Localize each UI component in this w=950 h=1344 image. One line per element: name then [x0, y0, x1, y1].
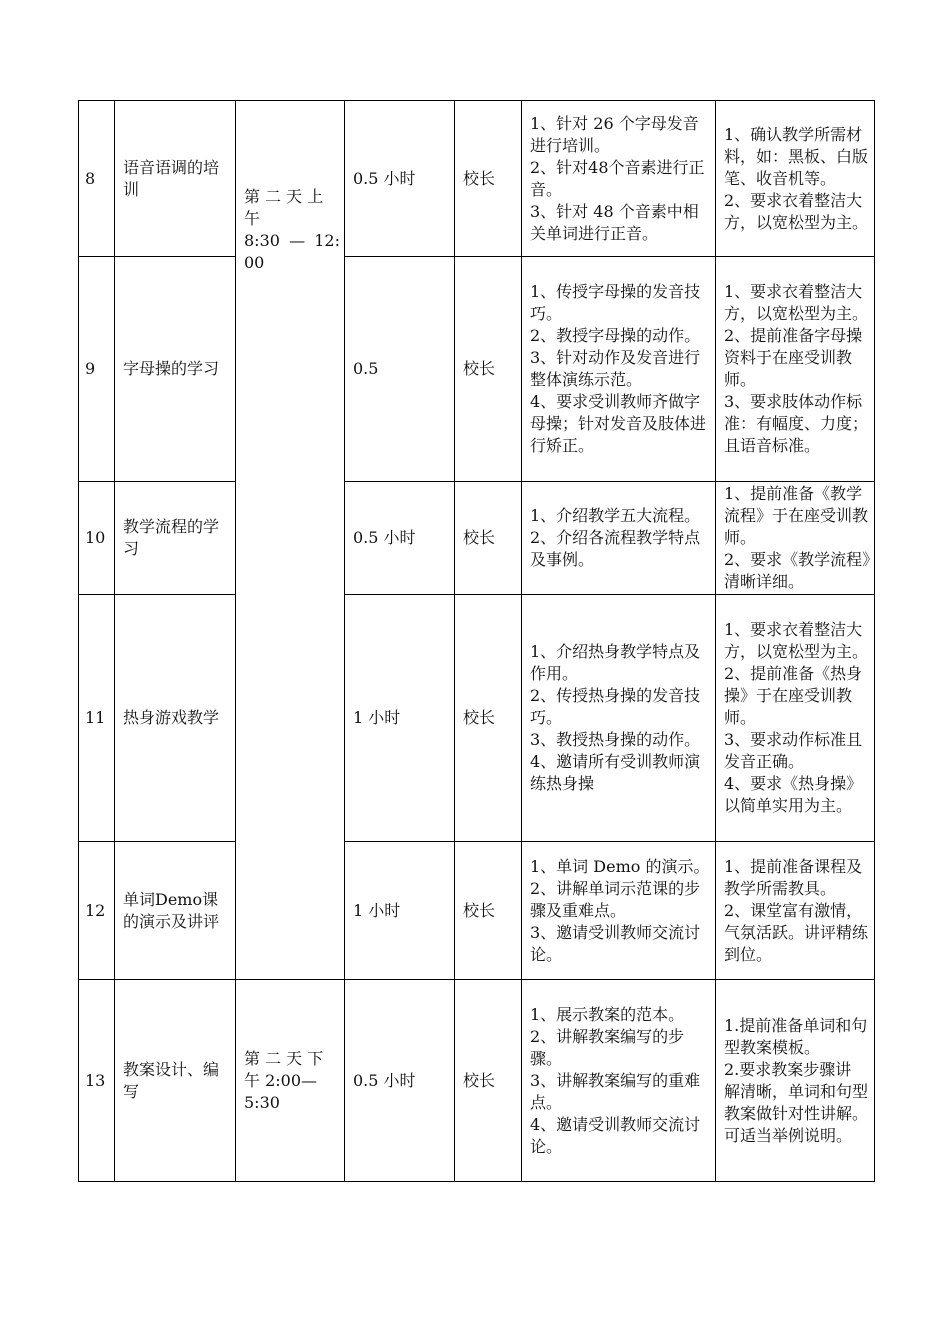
table-row	[79, 595, 875, 842]
requirement-line: 1、要求衣着整洁大方，以宽松型为主。	[724, 620, 869, 661]
content-line: 3、邀请受训教师交流讨论。	[530, 922, 701, 964]
time-slot-line: 第 二 天 上	[244, 187, 324, 206]
content-line: 1、针对 26 个字母发音进行培训。	[530, 113, 699, 155]
duration-cell: 1 小时	[345, 595, 455, 842]
content-line: 1、单词 Demo 的演示。	[530, 856, 710, 876]
content-line: 2、介绍各流程教学特点及事例。	[530, 528, 701, 569]
lecturer-cell: 校长	[455, 101, 522, 257]
time-slot-line: 8:30 — 12:00	[244, 231, 340, 272]
requirement-line: 2、提前准备字母操资料于在座受训教师。	[724, 326, 863, 389]
table-row	[79, 257, 875, 482]
content-line: 3、教授热身操的动作。	[530, 730, 701, 749]
content-cell	[522, 980, 716, 1182]
requirement-line: 2、课堂富有激情，气氛活跃。讲评精练到位。	[724, 900, 869, 964]
table-row	[79, 101, 875, 257]
requirements-cell	[716, 595, 875, 842]
content-cell	[522, 257, 716, 482]
requirement-line: 4、要求《热身操》以简单实用为主。	[724, 774, 863, 815]
requirements-cell	[716, 257, 875, 482]
topic-cell: 教学流程的学习	[115, 482, 236, 595]
content-line: 2、教授字母操的动作。	[530, 326, 701, 345]
duration-cell: 0.5	[345, 257, 455, 482]
requirement-line: 1.提前准备单词和句型教案模板。	[724, 1015, 868, 1057]
time-slot-line: 第 二 天 下	[244, 1048, 324, 1068]
requirement-line: 2、要求《教学流程》清晰详细。	[724, 550, 871, 591]
requirement-line: 1、提前准备课程及教学所需教具。	[724, 856, 863, 898]
duration-cell: 0.5 小时	[345, 482, 455, 595]
row-number: 12	[79, 842, 115, 980]
content-line: 1、展示教案的范本。	[530, 1004, 685, 1024]
topic-cell: 热身游戏教学	[115, 595, 236, 842]
time-slot-cell	[236, 980, 345, 1182]
content-line: 1、传授字母操的发音技巧。	[530, 282, 701, 323]
schedule-table	[78, 100, 875, 1182]
content-line: 4、邀请所有受训教师演练热身操	[530, 752, 701, 793]
time-slot-line: 午	[244, 209, 261, 228]
content-line: 4、要求受训教师齐做字母操；针对发音及肢体进行矫正。	[530, 392, 707, 455]
lecturer-cell: 校长	[455, 980, 522, 1182]
content-line: 2、讲解单词示范课的步骤及重难点。	[530, 878, 701, 920]
content-line: 3、讲解教案编写的重难点。	[530, 1070, 701, 1112]
requirement-line: 3、要求肢体动作标准：有幅度、力度；且语音标准。	[724, 392, 869, 455]
content-cell	[522, 482, 716, 595]
content-line: 2、针对48个音素进行正音。	[530, 157, 705, 199]
requirements-cell	[716, 482, 875, 595]
requirement-line: 2、要求衣着整洁大方，以宽松型为主。	[724, 190, 869, 232]
requirement-line: 1、要求衣着整洁大方，以宽松型为主。	[724, 282, 869, 323]
time-slot-line: 5:30	[244, 1092, 280, 1112]
topic-cell: 语音语调的培训	[115, 101, 236, 257]
row-number: 9	[79, 257, 115, 482]
requirement-line: 3、要求动作标准且发音正确。	[724, 730, 863, 771]
content-line: 1、介绍热身教学特点及作用。	[530, 642, 701, 683]
row-number: 8	[79, 101, 115, 257]
content-line: 4、邀请受训教师交流讨论。	[530, 1114, 701, 1156]
table-row	[79, 482, 875, 595]
time-slot-cell	[236, 101, 345, 980]
content-line: 3、针对动作及发音进行整体演练示范。	[530, 348, 701, 389]
content-line: 2、传授热身操的发音技巧。	[530, 686, 701, 727]
requirement-line: 1、确认教学所需材料，如：黑板、白版笔、收音机等。	[724, 124, 869, 188]
row-number: 13	[79, 980, 115, 1182]
table-row	[79, 980, 875, 1182]
row-number: 10	[79, 482, 115, 595]
content-cell	[522, 101, 716, 257]
topic-cell: 字母操的学习	[115, 257, 236, 482]
content-line: 2、讲解教案编写的步骤。	[530, 1026, 685, 1068]
duration-cell: 1 小时	[345, 842, 455, 980]
requirement-line: 2.要求教案步骤讲	[724, 1059, 852, 1079]
topic-cell: 单词Demo课的演示及讲评	[115, 842, 236, 980]
duration-cell: 0.5 小时	[345, 101, 455, 257]
lecturer-cell: 校长	[455, 595, 522, 842]
table-row	[79, 842, 875, 980]
requirement-line: 2、提前准备《热身操》于在座受训教师。	[724, 664, 863, 727]
duration-cell: 0.5 小时	[345, 980, 455, 1182]
requirements-cell	[716, 101, 875, 257]
content-line: 3、针对 48 个音素中相关单词进行正音。	[530, 201, 699, 243]
lecturer-cell: 校长	[455, 257, 522, 482]
requirement-line: 解清晰，单词和句型教案做针对性讲解。可适当举例说明。	[724, 1081, 869, 1145]
content-cell	[522, 842, 716, 980]
lecturer-cell: 校长	[455, 482, 522, 595]
requirements-cell	[716, 980, 875, 1182]
content-line: 1、介绍教学五大流程。	[530, 506, 701, 525]
topic-cell: 教案设计、编写	[115, 980, 236, 1182]
lecturer-cell: 校长	[455, 842, 522, 980]
time-slot-line: 午 2:00—	[244, 1070, 318, 1090]
requirements-cell	[716, 842, 875, 980]
content-cell	[522, 595, 716, 842]
requirement-line: 1、提前准备《教学流程》于在座受训教师。	[724, 484, 869, 547]
row-number: 11	[79, 595, 115, 842]
